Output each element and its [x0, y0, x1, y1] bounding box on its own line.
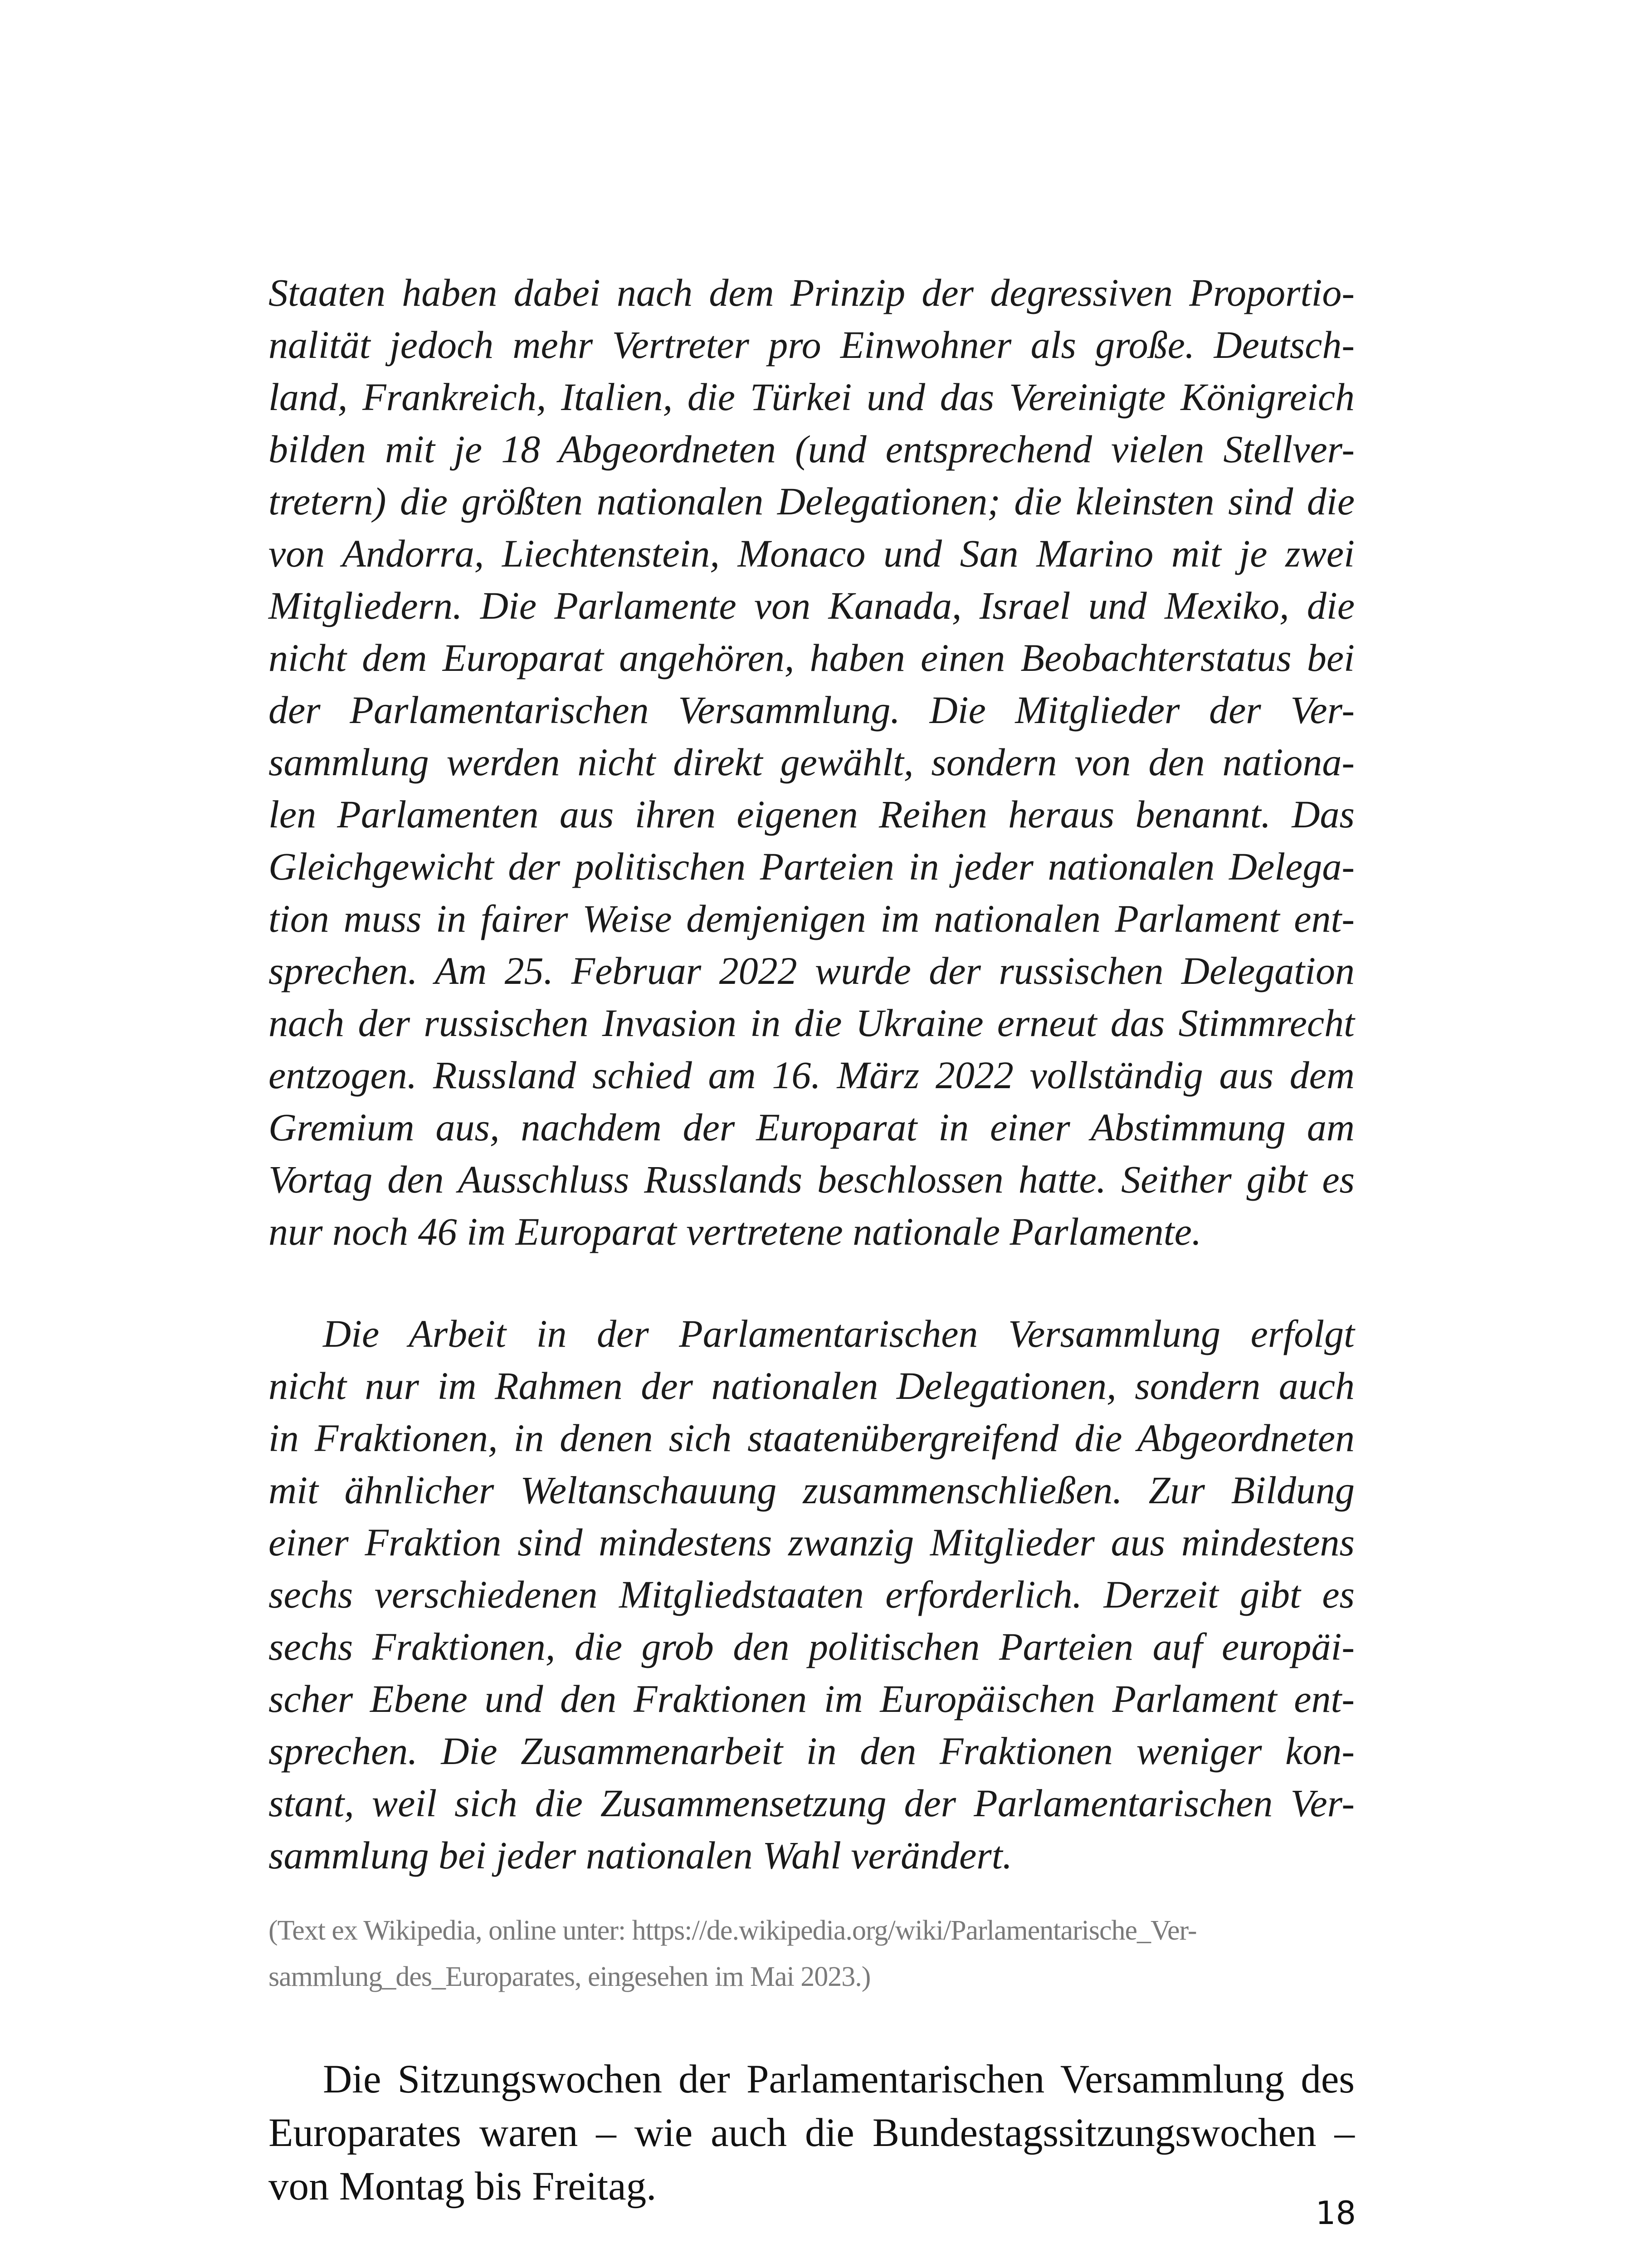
text-line: sechs Fraktionen, die grob den politischen Parteien auf europäi-	[268, 1625, 1355, 1668]
text-line: Gleichgewicht der politischen Parteien in jeder nationalen Delega-	[268, 845, 1355, 888]
text-line: in Fraktionen, in denen sich staatenübergreifend die Abgeordneten	[268, 1416, 1355, 1460]
text-line: Vortag den Ausschluss Russlands beschlossen hatte. Seither gibt es	[268, 1158, 1355, 1201]
quoted-text-block	[268, 267, 1355, 1882]
text-line: Die Sitzungswochen der Parlamentarischen Versammlung des	[323, 2057, 1355, 2102]
text-line: mit ähnlicher Weltanschauung zusammenschließen. Zur Bildung	[268, 1468, 1355, 1512]
body-paragraph	[268, 2053, 1355, 2213]
text-line: nur noch 46 im Europarat vertretene nationale Parlamente.	[268, 1210, 1202, 1253]
text-line: Mitgliedern. Die Parlamente von Kanada, Israel und Mexiko, die	[268, 584, 1355, 627]
text-line: von Montag bis Freitag.	[268, 2164, 657, 2209]
text-line: einer Fraktion sind mindestens zwanzig Mitglieder aus mindestens	[268, 1520, 1355, 1564]
text-line: nalität jedoch mehr Vertreter pro Einwohner als große. Deutsch-	[268, 323, 1355, 367]
text-line: sechs verschiedenen Mitgliedstaaten erforderlich. Derzeit gibt es	[268, 1573, 1355, 1616]
text-line: von Andorra, Liechtenstein, Monaco und San Marino mit je zwei	[268, 532, 1355, 575]
text-line: tretern) die größten nationalen Delegationen; die kleinsten sind die	[268, 479, 1355, 523]
text-line: nach der russischen Invasion in die Ukraine erneut das Stimmrecht	[268, 1001, 1355, 1045]
text-line: scher Ebene und den Fraktionen im Europäischen Parlament ent-	[268, 1677, 1355, 1721]
quote-paragraph-1	[268, 267, 1355, 1258]
text-line: Die Arbeit in der Parlamentarischen Versammlung erfolgt	[323, 1312, 1355, 1355]
text-line: sprechen. Am 25. Februar 2022 wurde der russischen Delegation	[268, 949, 1355, 992]
citation-line: sammlung_des_Europarates, eingesehen im Mai 2023.)	[268, 1961, 871, 1992]
text-line: Staaten haben dabei nach dem Prinzip der degressiven Proportio-	[268, 271, 1355, 314]
text-line: bilden mit je 18 Abgeordneten (und entsprechend vielen Stellver-	[268, 427, 1355, 471]
text-line: tion muss in fairer Weise demjenigen im nationalen Parlament ent-	[268, 897, 1355, 940]
text-line: nicht dem Europarat angehören, haben einen Beobachterstatus bei	[268, 636, 1355, 679]
text-line: sprechen. Die Zusammenarbeit in den Fraktionen weniger kon-	[268, 1729, 1355, 1773]
page-number: 18	[1315, 2195, 1356, 2232]
text-line: entzogen. Russland schied am 16. März 2022 vollständig aus dem	[268, 1053, 1355, 1097]
source-citation	[268, 1907, 1355, 2000]
quote-paragraph-2	[268, 1308, 1355, 1882]
text-line: len Parlamenten aus ihren eigenen Reihen heraus benannt. Das	[268, 792, 1355, 836]
text-line: land, Frankreich, Italien, die Türkei und das Vereinigte Königreich	[268, 375, 1355, 419]
text-line: Europarates waren – wie auch die Bundestagssitzungswochen –	[268, 2111, 1355, 2155]
paragraph-gap	[268, 1258, 1355, 1308]
text-line: sammlung werden nicht direkt gewählt, sondern von den nationa-	[268, 740, 1355, 784]
text-line: stant, weil sich die Zusammensetzung der Parlamentarischen Ver-	[268, 1781, 1355, 1825]
text-line: Gremium aus, nachdem der Europarat in einer Abstimmung am	[268, 1105, 1355, 1149]
text-line: sammlung bei jeder nationalen Wahl verändert.	[268, 1833, 1013, 1877]
text-line: der Parlamentarischen Versammlung. Die Mitglieder der Ver-	[268, 688, 1355, 732]
citation-line: (Text ex Wikipedia, online unter: https://de.wikipedia.org/wiki/Parlamentarische_Ver-	[268, 1915, 1197, 1946]
text-line: nicht nur im Rahmen der nationalen Delegationen, sondern auch	[268, 1364, 1355, 1408]
